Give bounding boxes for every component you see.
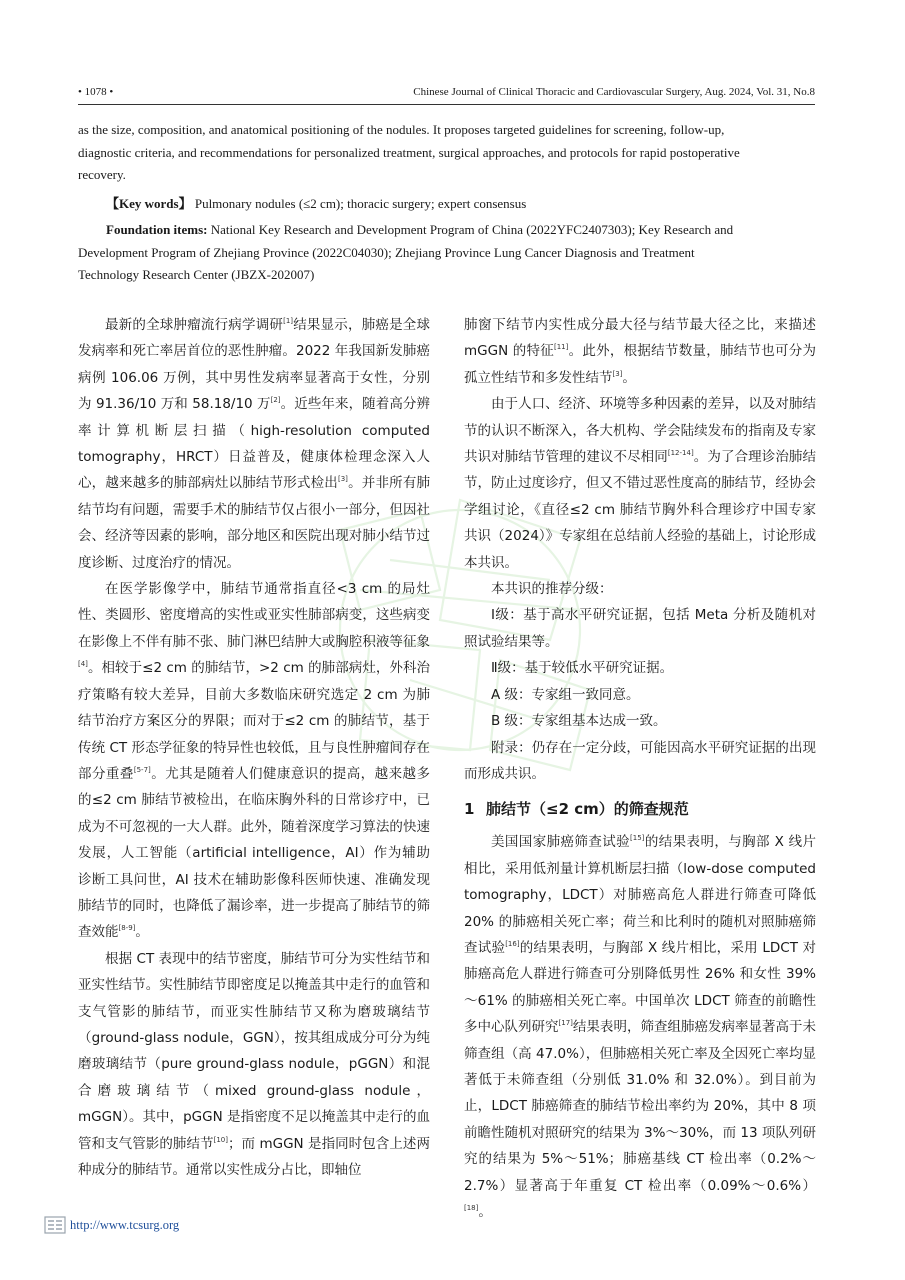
paragraph: 由于人口、经济、环境等多种因素的差异，以及对肺结节的认识不断深入，各大机构、学会陆续发布的指南及专家共识对肺结节管理的建议不尽相同[12-14]。为了合理诊治肺结节，防止过度诊疗，但又不错过恶性度高的肺结节，经协会学组讨论，《直径≤2 cm 肺结节胸外科合理诊疗中国专家共识（2024）》专家组在总结前人经验的基础上，讨论形成本共识。 — [464, 396, 817, 571]
section-number: 1 — [464, 800, 475, 819]
english-abstract — [78, 119, 758, 287]
paragraph: 附录：仍存在一定分歧，可能因高水平研究证据的出现而形成共识。 — [464, 739, 816, 782]
page-number: • 1078 • — [78, 86, 114, 98]
foundation-text: National Key Research and Development Program of China (2022YFC2407303); Key Research and Development Program of Zhejiang Province (2022C04030); Zhejiang Province Lung Cancer Diagnosis and Treatment Technology Research Center (JBZX-202007) — [78, 222, 734, 282]
paragraph: 美国国家肺癌筛查试验[15]的结果表明，与胸部 X 线片相比，采用低剂量计算机断层扫描（low-dose computed tomography，LDCT）对肺癌高危人群进行筛查可降低 20% 的肺癌相关死亡率；荷兰和比利时的随机对照肺癌筛查试验[16]的结果表明，与胸部 X 线片相比，采用 LDCT 对肺癌高危人群进行筛查可分别降低男性 26% 和女性 39%～61% 的肺癌相关死亡率。中国单次 LDCT 筛查的前瞻性多中心队列研究[17]结果表明，筛查组肺癌发病率显著高于未筛查组（高 47.0%），但肺癌相关死亡率及全因死亡率均显著低于未筛查组（分别低 31.0% 和 32.0%）。到目前为止，LDCT 肺癌筛查的肺结节检出率约为 20%，其中 8 项前瞻性随机对照研究的结果为 3%～30%，而 13 项队列研究的结果为 5%～51%；肺癌基线 CT 检出率（0.2%～2.7%）显著高于年重复 CT 检出率（0.09%～0.6%）[18]。 — [464, 834, 817, 1220]
section-heading — [464, 797, 816, 821]
paragraph: 根据 CT 表现中的结节密度，肺结节可分为实性结节和亚实性结节。实性肺结节即密度足以掩盖其中走行的血管和支气管影的肺结节，而亚实性肺结节又称为磨玻璃结节（ground-glass nodule，GGN），按其组成成分可分为纯磨玻璃结节（pure ground-glass nodule，pGGN）和混合磨玻璃结节（mixed ground-glass nodule，mGGN）。其中，pGGN 是指密度不足以掩盖其中走行的血管和支气管影的肺结节[10]；而 mGGN 是指同时包含上述两种成分的肺结节。通常以实性成分占比，即轴位 — [78, 950, 430, 1178]
paragraph: 在医学影像学中，肺结节通常指直径<3 cm 的局灶性、类圆形、密度增高的实性或亚实性肺部病变，这些病变在影像上不伴有肺不张、肺门淋巴结肿大或胸腔积液等征象[4]。相较于≤2 cm 的肺结节，>2 cm 的肺部病灶，外科治疗策略有较大差异，目前大多数临床研究选定 2 cm 为肺结节治疗方案区分的界限；而对于≤2 cm 的肺结节，基于传统 CT 形态学征象的特异性也较低，且与良性肿瘤间存在部分重叠[5-7]。尤其是随着人们健康意识的提高，越来越多的≤2 cm 肺结节被检出，在临床胸外科的日常诊疗中，已成为不可忽视的一大人群。此外，随着深度学习算法的快速发展，人工智能（artificial intelligence，AI）作为辅助诊断工具问世，AI 技术在辅助影像科医师快速、准确发现肺结节的同时，也降低了漏诊率，进一步提高了肺结节的筛查效能[8-9]。 — [78, 581, 431, 941]
paragraph: 本共识的推荐分级： — [491, 581, 613, 598]
foundation-label: Foundation items: — [106, 222, 208, 237]
left-column — [78, 312, 430, 1183]
journal-logo-icon — [44, 1215, 66, 1235]
keywords-text: Pulmonary nodules (≤2 cm); thoracic surgery; expert consensus — [194, 195, 527, 211]
paragraph: 最新的全球肿瘤流行病学调研[1]结果显示，肺癌是全球发病率和死亡率居首位的恶性肿瘤。2022 年我国新发肺癌病例 106.06 万例，其中男性发病率显著高于女性，分别为 91.36/10 万和 58.18/10 万[2]。近些年来，随着高分辨率计算机断层扫描（high-resolution computed tomography，HRCT）日益普及，健康体检理念深入人心，越来越多的肺部病灶以肺结节形式检出[3]。并非所有肺结节均有问题，需要手术的肺结节仅占很小一部分，但因社会、经济等因素的影响，部分地区和医院出现对肺小结节过度诊断、过度治疗的情况。 — [78, 317, 431, 571]
journal-citation: Chinese Journal of Clinical Thoracic and Cardiovascular Surgery, Aug. 2024, Vol. 31, No.8 — [413, 86, 815, 98]
paragraph: B 级：专家组基本达成一致。 — [491, 713, 667, 730]
paragraph: Ⅱ级：基于较低水平研究证据。 — [491, 660, 674, 677]
section-title: 肺结节（≤2 cm）的筛查规范 — [486, 800, 689, 819]
paragraph: Ⅰ级：基于高水平研究证据，包括 Meta 分析及随机对照试验结果等。 — [464, 607, 816, 650]
paragraph: 肺窗下结节内实性成分最大径与结节最大径之比，来描述 mGGN 的特征[11]。此外，根据结节数量，肺结节也可分为孤立性结节和多发性结节[3]。 — [464, 317, 817, 386]
running-header — [78, 86, 815, 104]
journal-url-link[interactable]: http://www.tcsurg.org — [70, 1218, 180, 1232]
right-column — [464, 312, 816, 1225]
paragraph: A 级：专家组一致同意。 — [491, 686, 640, 703]
abstract-tail: as the size, composition, and anatomical positioning of the nodules. It proposes targeted guidelines for screening, follow-up, diagnostic criteria, and recommendations for personalized treatment, surgical approaches, and protocols for rapid postoperative recovery. — [78, 122, 740, 182]
header-rule — [78, 104, 815, 105]
foundation-line — [78, 219, 758, 287]
keywords-line — [78, 193, 758, 216]
keywords-label: 【Key words】 — [106, 195, 192, 211]
